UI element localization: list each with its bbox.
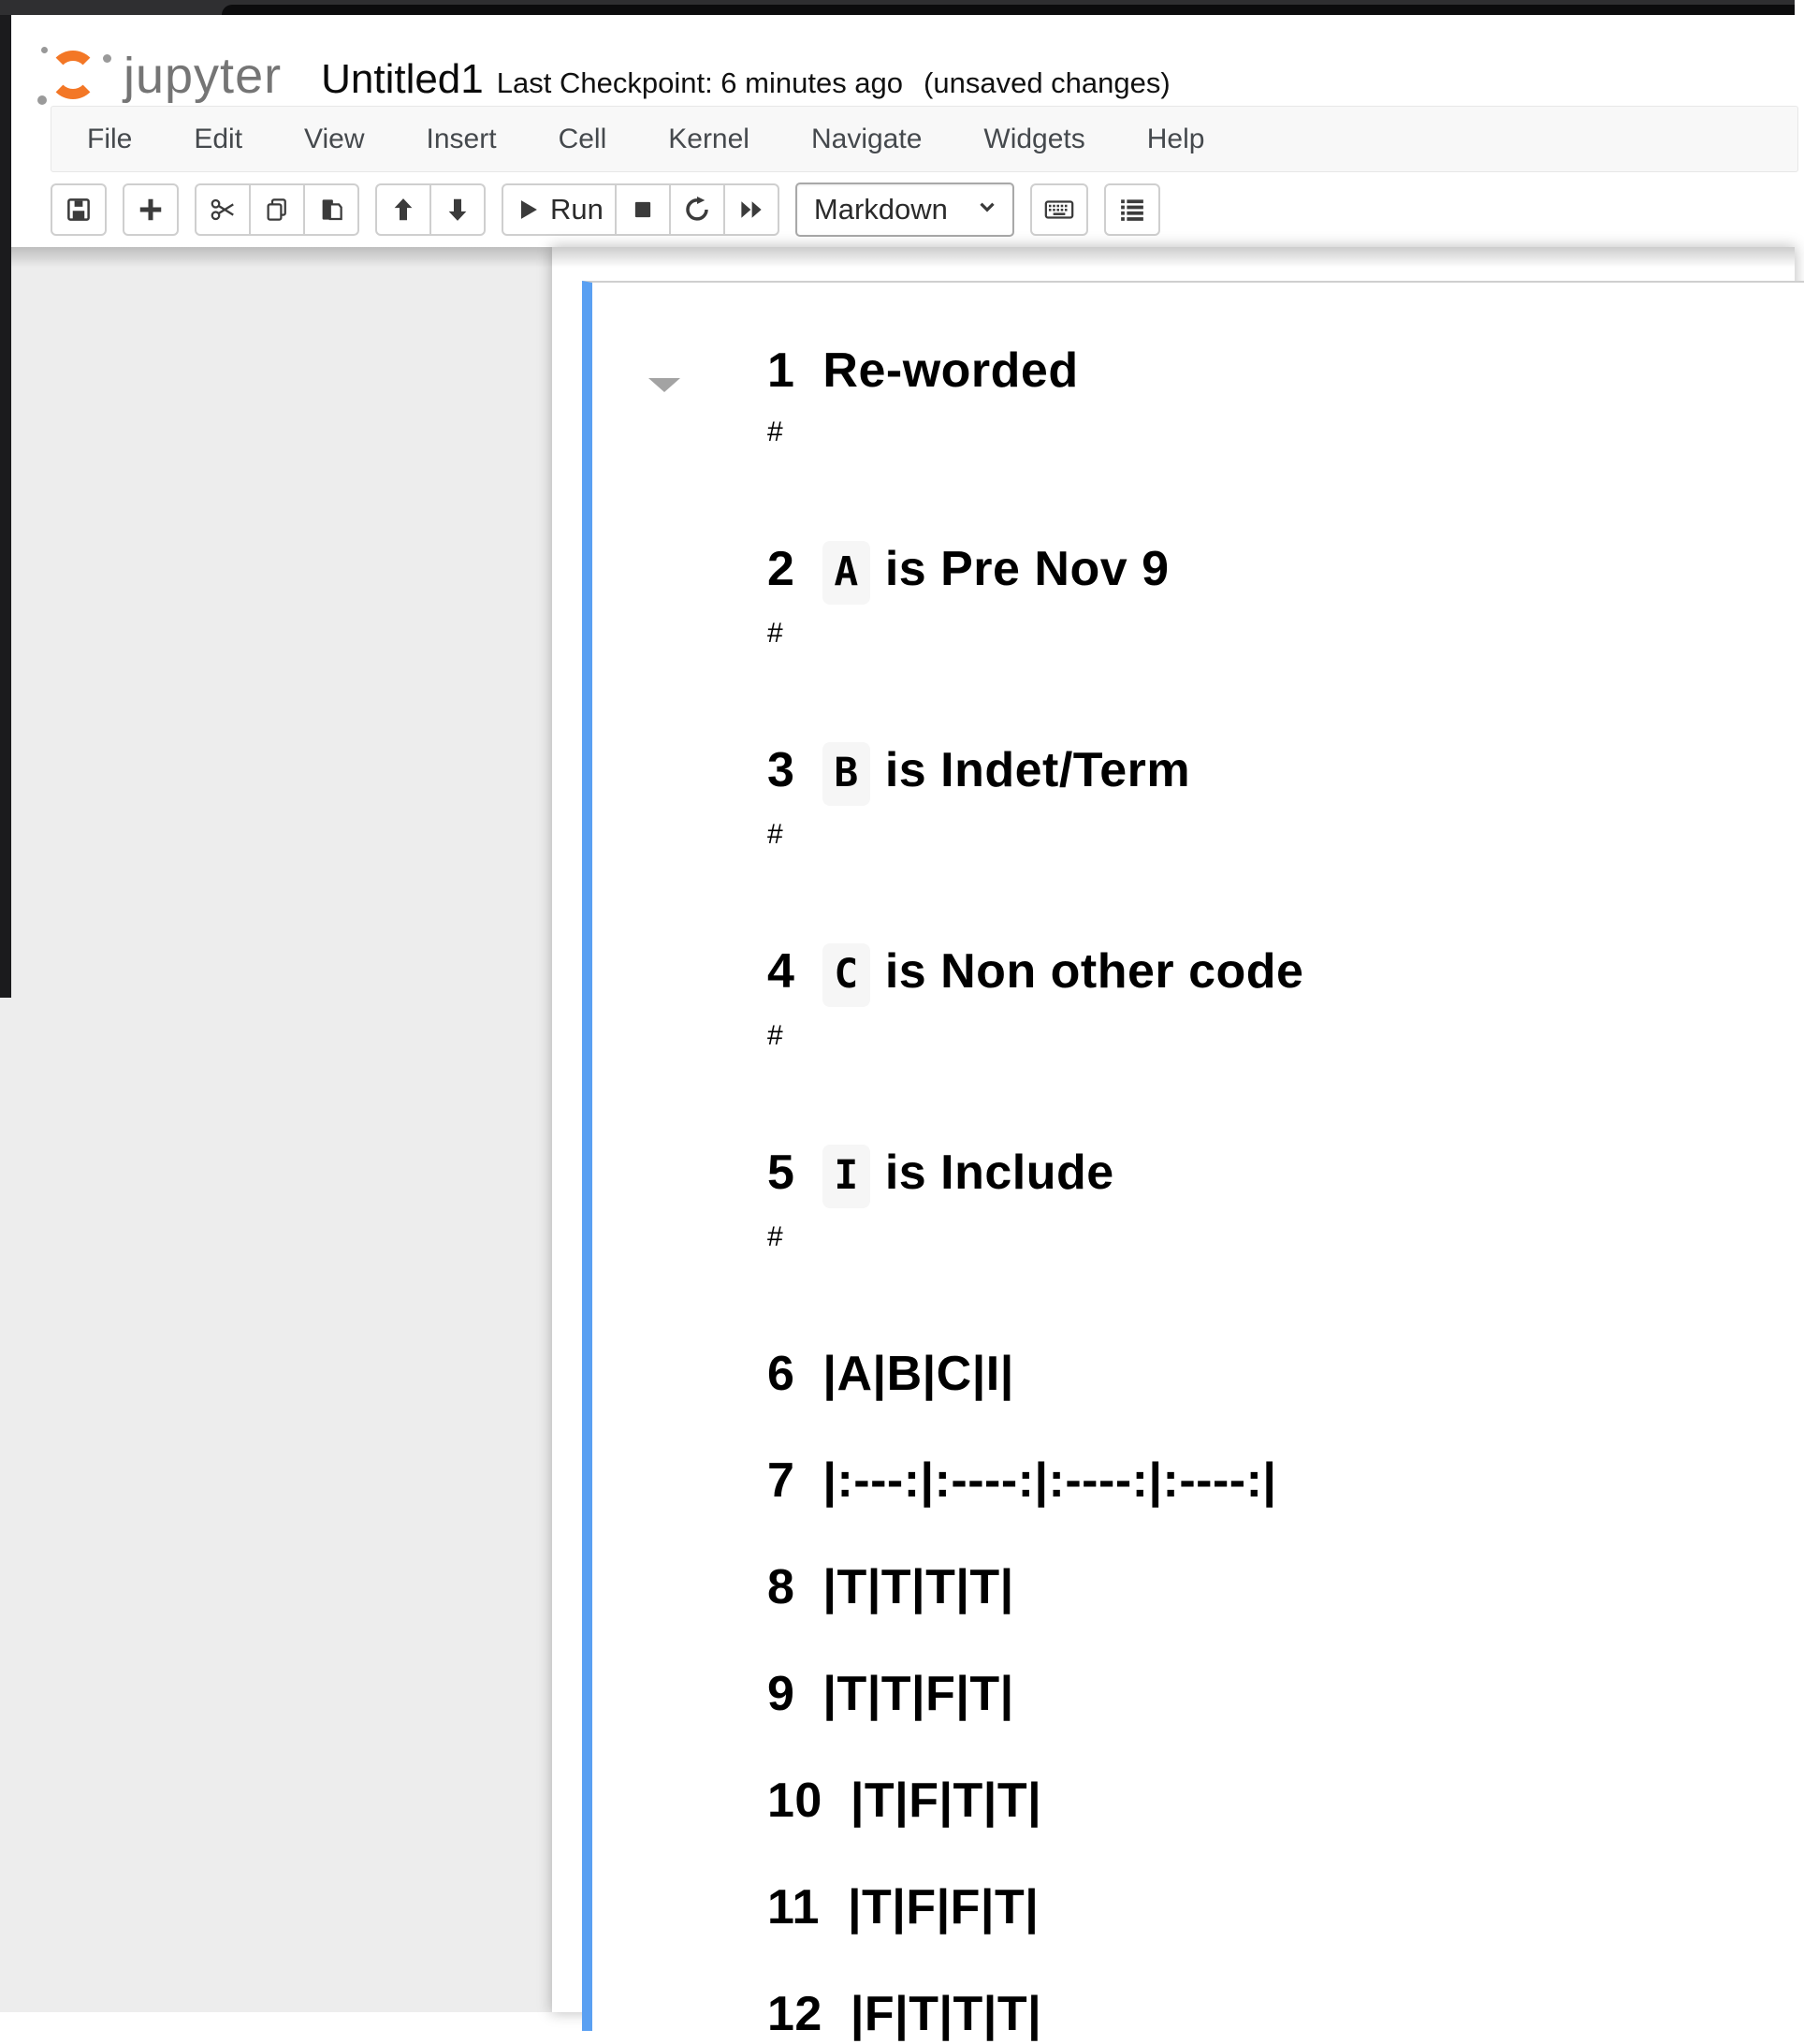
heading-6 bbox=[767, 1344, 1804, 1404]
add-cell-button[interactable] bbox=[123, 183, 179, 236]
heading-text: |T|T|T|T| bbox=[822, 1560, 1014, 1614]
hash-paragraph: # bbox=[767, 618, 783, 649]
restart-run-all-button[interactable] bbox=[723, 183, 779, 236]
cell-type-select[interactable] bbox=[795, 182, 1014, 237]
toolbar bbox=[51, 180, 1160, 240]
cut-icon bbox=[209, 196, 237, 224]
heading-number: 9 bbox=[767, 1667, 795, 1721]
copy-button[interactable] bbox=[249, 183, 305, 236]
heading-number: 2 bbox=[767, 542, 795, 596]
menu-edit[interactable]: Edit bbox=[194, 123, 243, 154]
logo-orange-arcs bbox=[49, 51, 97, 99]
add-cell-icon bbox=[137, 196, 165, 224]
stop-icon bbox=[629, 196, 657, 224]
heading-text: |T|F|F|T| bbox=[847, 1880, 1040, 1934]
menu-file[interactable]: File bbox=[87, 123, 133, 154]
interrupt-kernel-button[interactable] bbox=[615, 183, 671, 236]
notebook-container bbox=[552, 247, 1795, 2041]
heading-text: |F|T|T|T| bbox=[850, 1987, 1042, 2041]
unsaved-changes-badge: (unsaved changes) bbox=[924, 66, 1171, 99]
heading-number: 8 bbox=[767, 1560, 795, 1614]
logo-moon-dot bbox=[103, 54, 111, 63]
move-cell-down-button[interactable] bbox=[429, 183, 486, 236]
restart-icon bbox=[683, 196, 711, 224]
heading-4 bbox=[767, 942, 1804, 1004]
cell-type-value: Markdown bbox=[813, 193, 948, 226]
logo-moon-dot bbox=[41, 47, 48, 53]
heading-number: 12 bbox=[767, 1987, 822, 2041]
heading-number: 6 bbox=[767, 1347, 795, 1401]
heading-number: 4 bbox=[767, 944, 795, 999]
heading-text: is Non other code bbox=[884, 944, 1304, 999]
heading-number: 5 bbox=[767, 1146, 795, 1200]
run-button-label: Run bbox=[550, 193, 604, 226]
markdown-cell-selected[interactable] bbox=[582, 281, 1804, 2041]
hash-paragraph: # bbox=[767, 1221, 783, 1252]
menu-bar bbox=[51, 106, 1798, 172]
heading-number: 7 bbox=[767, 1453, 795, 1508]
restart-run-all-icon bbox=[737, 196, 765, 224]
heading-number: 11 bbox=[767, 1880, 820, 1934]
inline-code: B bbox=[822, 742, 869, 806]
save-button[interactable] bbox=[51, 183, 107, 236]
notebook-title[interactable]: Untitled1 bbox=[321, 56, 484, 102]
chevron-down-icon bbox=[975, 193, 999, 226]
menu-view[interactable]: View bbox=[304, 123, 365, 154]
notebook-header bbox=[11, 15, 1795, 106]
collapse-heading-arrow-icon[interactable] bbox=[648, 378, 680, 392]
copy-icon bbox=[263, 196, 291, 224]
cut-button[interactable] bbox=[195, 183, 251, 236]
heading-9 bbox=[767, 1664, 1804, 1724]
move-up-icon bbox=[389, 196, 417, 224]
heading-number: 3 bbox=[767, 743, 795, 797]
inline-code: C bbox=[822, 943, 869, 1007]
paste-button[interactable] bbox=[303, 183, 359, 236]
menu-cell[interactable]: Cell bbox=[558, 123, 607, 154]
heading-text: |T|F|T|T| bbox=[850, 1774, 1042, 1828]
menu-widgets[interactable]: Widgets bbox=[983, 123, 1085, 154]
menu-insert[interactable]: Insert bbox=[426, 123, 497, 154]
jupyter-logo-icon[interactable] bbox=[34, 47, 120, 107]
menu-help[interactable]: Help bbox=[1146, 123, 1205, 154]
notebook-body bbox=[0, 247, 1795, 2041]
heading-text: is Indet/Term bbox=[884, 743, 1191, 797]
heading-2 bbox=[767, 539, 1804, 602]
hash-paragraph: # bbox=[767, 416, 783, 447]
heading-12 bbox=[767, 1984, 1804, 2044]
browser-top-bar bbox=[0, 0, 1795, 15]
table-of-contents-button[interactable] bbox=[1104, 183, 1160, 236]
keyboard-icon bbox=[1043, 194, 1075, 226]
restart-kernel-button[interactable] bbox=[669, 183, 725, 236]
menu-navigate[interactable]: Navigate bbox=[810, 123, 923, 154]
heading-text: |A|B|C|I| bbox=[822, 1347, 1014, 1401]
heading-8 bbox=[767, 1557, 1804, 1617]
logo-moon-dot bbox=[37, 95, 47, 105]
heading-1 bbox=[767, 341, 1804, 401]
run-button[interactable] bbox=[502, 183, 617, 236]
menu-kernel[interactable]: Kernel bbox=[668, 123, 749, 154]
move-cell-up-button[interactable] bbox=[375, 183, 431, 236]
command-palette-icon bbox=[1118, 196, 1146, 224]
heading-text: |T|T|F|T| bbox=[822, 1667, 1014, 1721]
heading-5 bbox=[767, 1143, 1804, 1205]
heading-text: is Pre Nov 9 bbox=[884, 542, 1170, 596]
inline-code: I bbox=[822, 1145, 869, 1208]
jupyter-brand-text[interactable]: jupyter bbox=[124, 48, 283, 104]
run-icon bbox=[515, 197, 541, 223]
heading-number: 1 bbox=[767, 343, 795, 398]
heading-3 bbox=[767, 740, 1804, 803]
heading-7 bbox=[767, 1451, 1804, 1511]
browser-tab-edge bbox=[222, 5, 1795, 15]
save-icon bbox=[65, 196, 93, 224]
move-down-icon bbox=[444, 196, 472, 224]
heading-text: Re-worded bbox=[822, 343, 1079, 398]
heading-text: is Include bbox=[884, 1146, 1114, 1200]
inline-code: A bbox=[822, 541, 869, 605]
heading-10 bbox=[767, 1771, 1804, 1831]
command-palette-button[interactable] bbox=[1030, 183, 1088, 236]
hash-paragraph: # bbox=[767, 1020, 783, 1051]
window-left-edge bbox=[0, 15, 11, 998]
heading-11 bbox=[767, 1877, 1804, 1937]
paste-icon bbox=[317, 196, 345, 224]
heading-text: |:---:|:----:|:----:|:----:| bbox=[822, 1453, 1277, 1508]
heading-number: 10 bbox=[767, 1774, 822, 1828]
checkpoint-status: Last Checkpoint: 6 minutes ago bbox=[496, 66, 904, 99]
hash-paragraph: # bbox=[767, 819, 783, 850]
